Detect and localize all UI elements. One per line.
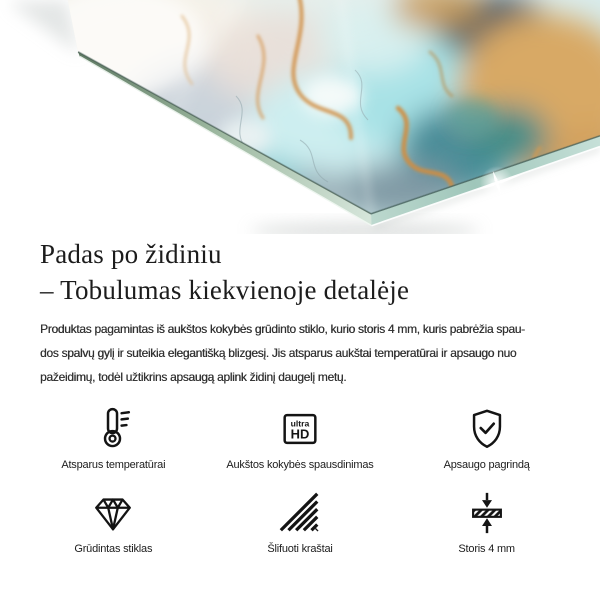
thermometer-icon bbox=[20, 406, 207, 452]
feature-polished-edges bbox=[207, 490, 394, 556]
ultra-hd-badge-top: ultra bbox=[290, 418, 310, 429]
page-title-line2: – Tobulumas kiekvienoje detalėje bbox=[40, 275, 410, 305]
feature-print-quality bbox=[207, 406, 394, 472]
shield-check-icon bbox=[393, 406, 580, 452]
product-info-section bbox=[0, 234, 600, 556]
feature-label: Aukštos kokybės spausdinimas bbox=[226, 459, 374, 471]
feature-label: Šlifuoti kraštai bbox=[267, 543, 333, 555]
feature-label: Apsaugo pagrindą bbox=[443, 459, 530, 471]
feature-grid bbox=[20, 406, 580, 556]
page-title-line1: Padas po židiniu bbox=[40, 239, 222, 269]
description-line: dos spalvų gylį ir suteikia elegantišką blizgesį. Jis atsparus aukštai temperatūrai ir apsaugo nuo bbox=[40, 346, 517, 360]
feature-label: Grūdintas stiklas bbox=[74, 543, 153, 555]
diamond-icon bbox=[20, 490, 207, 536]
thickness-icon bbox=[393, 490, 580, 536]
polished-edges-icon bbox=[207, 490, 394, 536]
feature-tempered-glass bbox=[20, 490, 207, 556]
feature-heat-resistant bbox=[20, 406, 207, 472]
ultra-hd-icon bbox=[207, 406, 394, 452]
description-line: pažeidimų, todėl užtikrins apsaugą aplink židinį daugelį metų. bbox=[40, 370, 347, 384]
feature-thickness bbox=[393, 490, 580, 556]
page-title bbox=[40, 236, 560, 308]
description-line: Produktas pagamintas iš aukštos kokybės grūdinto stiklo, kurio storis 4 mm, kuris pabrėžia spau- bbox=[40, 322, 525, 336]
marble-art-surface bbox=[35, 0, 600, 234]
feature-label: Atsparus temperatūrai bbox=[61, 459, 166, 471]
product-description bbox=[40, 317, 560, 389]
product-image bbox=[0, 0, 600, 234]
fireplace-glass-panel-image bbox=[0, 0, 600, 234]
ultra-hd-badge-bottom: HD bbox=[290, 426, 310, 442]
feature-label: Storis 4 mm bbox=[458, 543, 515, 555]
feature-protects-base bbox=[393, 406, 580, 472]
